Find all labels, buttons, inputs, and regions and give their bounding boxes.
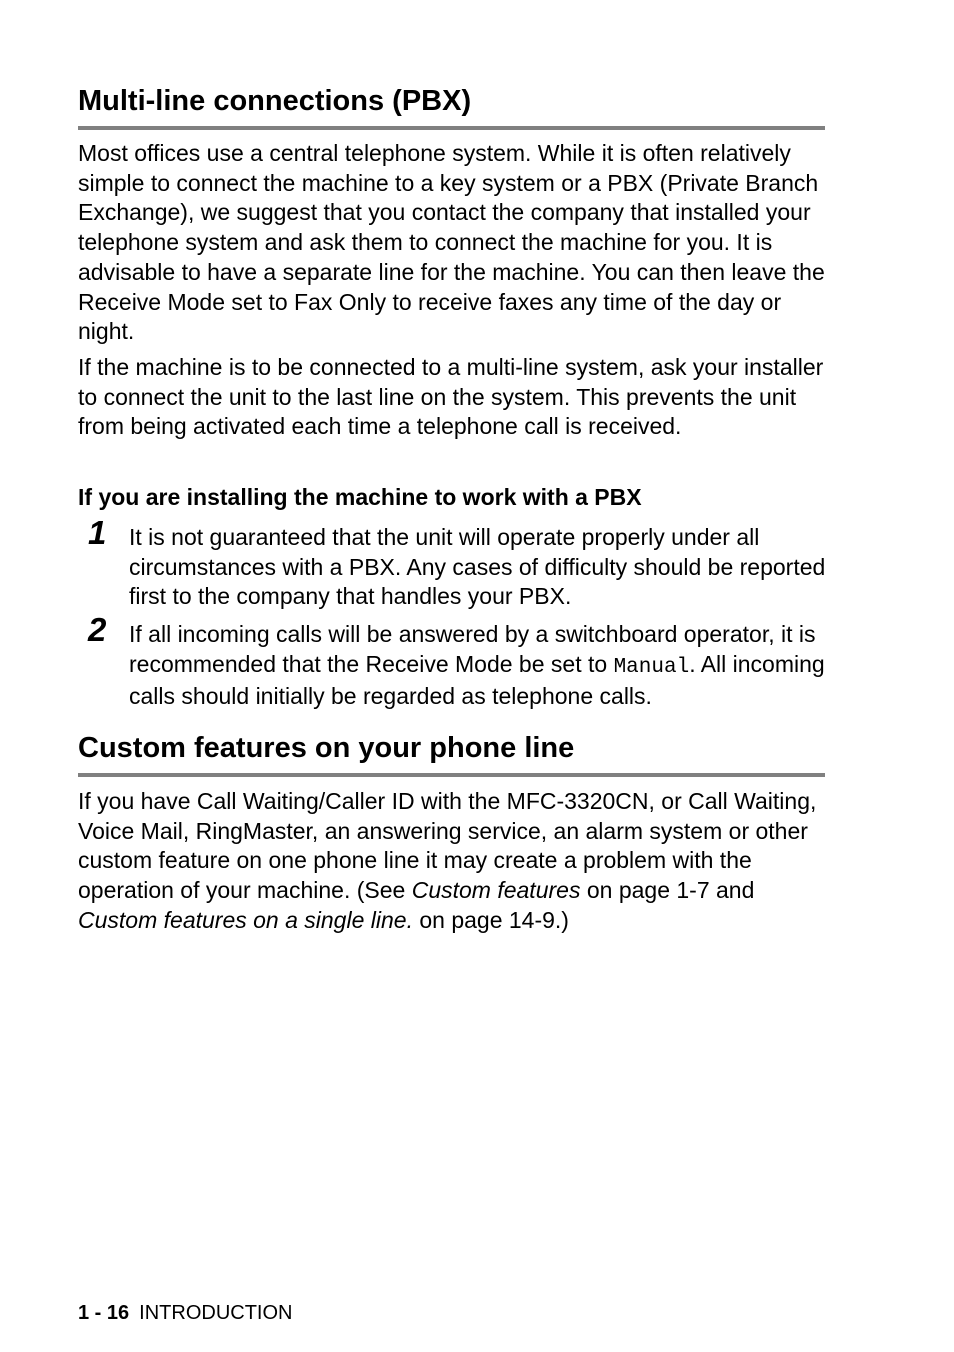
paragraph-multi-line-system: If the machine is to be connected to a multi-line system, ask your installer to connect the unit to the last line on the system. This prevents the unit from being activated each time a telephone call is received.: [78, 354, 824, 440]
subheading-pbx-install: If you are installing the machine to work with a PBX: [78, 484, 642, 510]
cross-reference: Custom features: [411, 877, 581, 904]
section-title-custom-features: Custom features on your phone line: [78, 731, 825, 777]
receive-mode-value: Manual: [613, 655, 690, 679]
paragraph-custom-features: [78, 787, 825, 936]
paragraph-pbx-intro: Most offices use a central telephone system. While it is often relatively simple to connect the machine to a key system or a PBX (Private Branch Exchange), we suggest that you contact the company that installed your telephone system and ask them to connect the machine for you. It is advisable to have a separate line for the machine. You can then leave the Receive Mode set to Fax Only to receive faxes any time of the day or night.: [78, 140, 825, 345]
page-number: 1 - 16: [78, 1302, 130, 1324]
step-number: 1: [88, 514, 107, 551]
text-part: on page 1-7 and: [580, 877, 755, 904]
cross-reference: Custom features on a single line.: [78, 906, 413, 933]
text-part: on page 14-9.): [412, 906, 569, 933]
step-text-part: If all incoming calls will be answered by a switchboard operator, it is recommended that the Receive Mode be set to: [129, 621, 816, 677]
step-number: 2: [88, 611, 107, 648]
step-text-part: . All incoming calls should initially be regarded as telephone calls.: [129, 650, 825, 710]
page-footer: [78, 1300, 292, 1326]
step-text: It is not guaranteed that the unit will operate properly under all circumstances with a PBX. Any cases of difficulty should be reported first to the company that handles your PBX.: [129, 524, 826, 610]
step-text: [129, 620, 829, 712]
chapter-name: INTRODUCTION: [139, 1302, 293, 1324]
section-title-multi-line: Multi-line connections (PBX): [78, 84, 825, 130]
text-part: If you have Call Waiting/Caller ID with the MFC-3320CN, or Call Waiting, Voice Mail, RingMaster, an answering service, an alarm system or other custom feature on one phone line it may create a problem with the operation of your machine. (See: [78, 788, 817, 904]
